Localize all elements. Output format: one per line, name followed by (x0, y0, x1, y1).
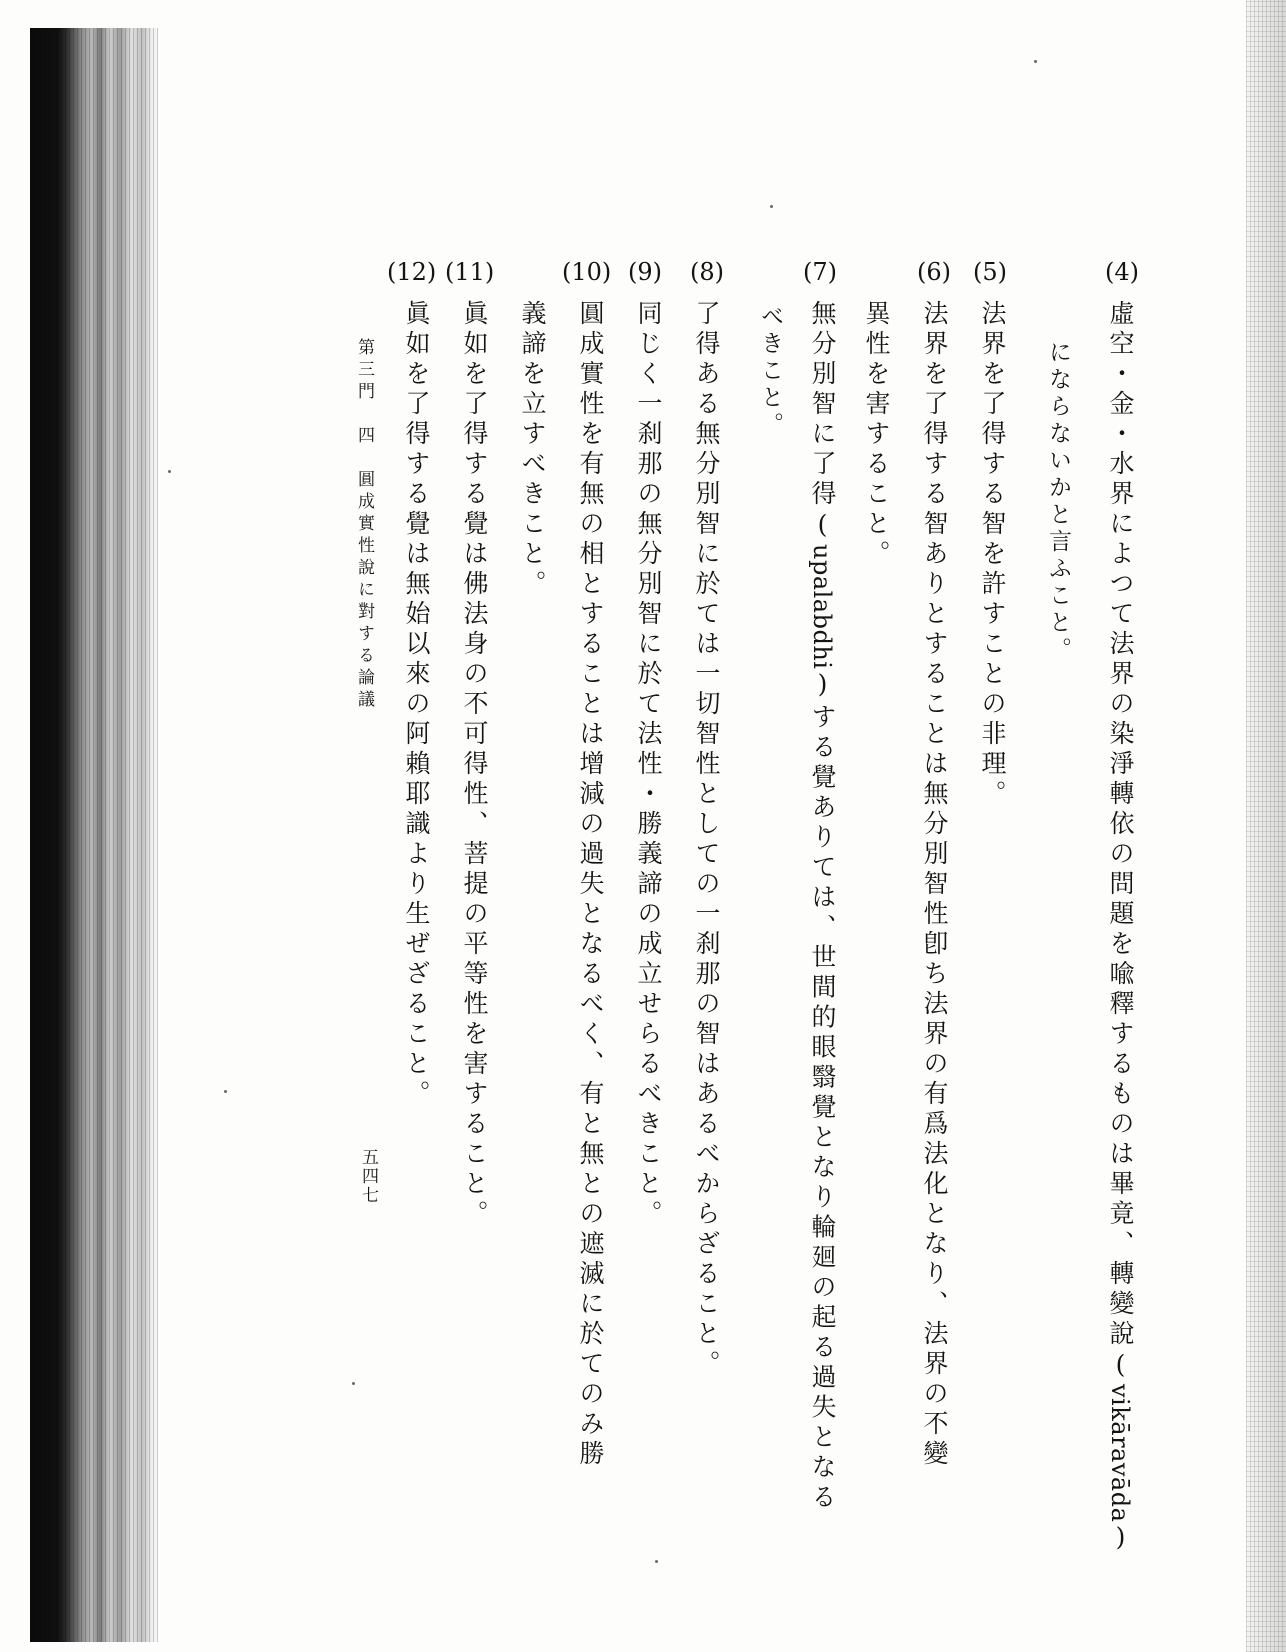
print-speck (352, 1382, 355, 1385)
item-text: 無分別智に了得(upalabdhi)する覺ありては、世間的眼翳覺となり輪廻の起る過失となる (808, 300, 837, 1514)
item-text: 眞如を了得する覺は無始以來の阿賴耶識より生ぜざること。 (402, 300, 431, 1110)
page-edge (1246, 0, 1286, 1652)
item-text: 了得ある無分別智に於ては一切智性としての一刹那の智はあるべからざること。 (692, 300, 721, 1380)
item-number: (11) (445, 258, 495, 286)
item-text-continuation: 異性を害すること。 (862, 300, 891, 570)
item-number: (8) (690, 258, 724, 286)
item-number: (9) (628, 258, 662, 286)
item-number: (10) (562, 258, 612, 286)
item-number: (5) (973, 258, 1007, 286)
item-number: (7) (803, 258, 837, 286)
item-text: 同じく一刹那の無分別智に於て法性・勝義諦の成立せらるべきこと。 (634, 300, 663, 1230)
item-text: 圓成實性を有無の相とすることは增減の過失となるべく、有と無との遮滅に於てのみ勝 (576, 300, 605, 1470)
print-speck (770, 205, 773, 208)
running-footer-title: 第三門 四 圓成實性說に對する論議 (354, 338, 374, 712)
page-number: 五四七 (358, 1148, 378, 1205)
print-speck (655, 1560, 658, 1563)
print-speck (1034, 60, 1037, 63)
item-text: 眞如を了得する覺は佛法身の不可得性、菩提の平等性を害すること。 (460, 300, 489, 1230)
item-text-continuation: 義諦を立すべきこと。 (518, 300, 547, 600)
print-speck (224, 1090, 227, 1093)
item-text: 法界を了得する智ありとすることは無分別智性卽ち法界の有爲法化となり、法界の不變 (920, 300, 949, 1470)
item-text: 法界を了得する智を許すことの非理。 (978, 300, 1007, 810)
item-number: (12) (387, 258, 437, 286)
item-text-continuation: にならないかと言ふこと。 (1045, 340, 1071, 664)
item-number: (4) (1105, 258, 1139, 286)
item-text-continuation: べきこと。 (757, 304, 783, 439)
book-binding-edge (30, 28, 158, 1642)
print-speck (168, 470, 171, 473)
item-number: (6) (917, 258, 951, 286)
item-text: 虛空・金・水界によつて法界の染淨轉依の問題を喩釋するものは畢竟、轉變說(vikāravāda) (1106, 300, 1135, 1557)
